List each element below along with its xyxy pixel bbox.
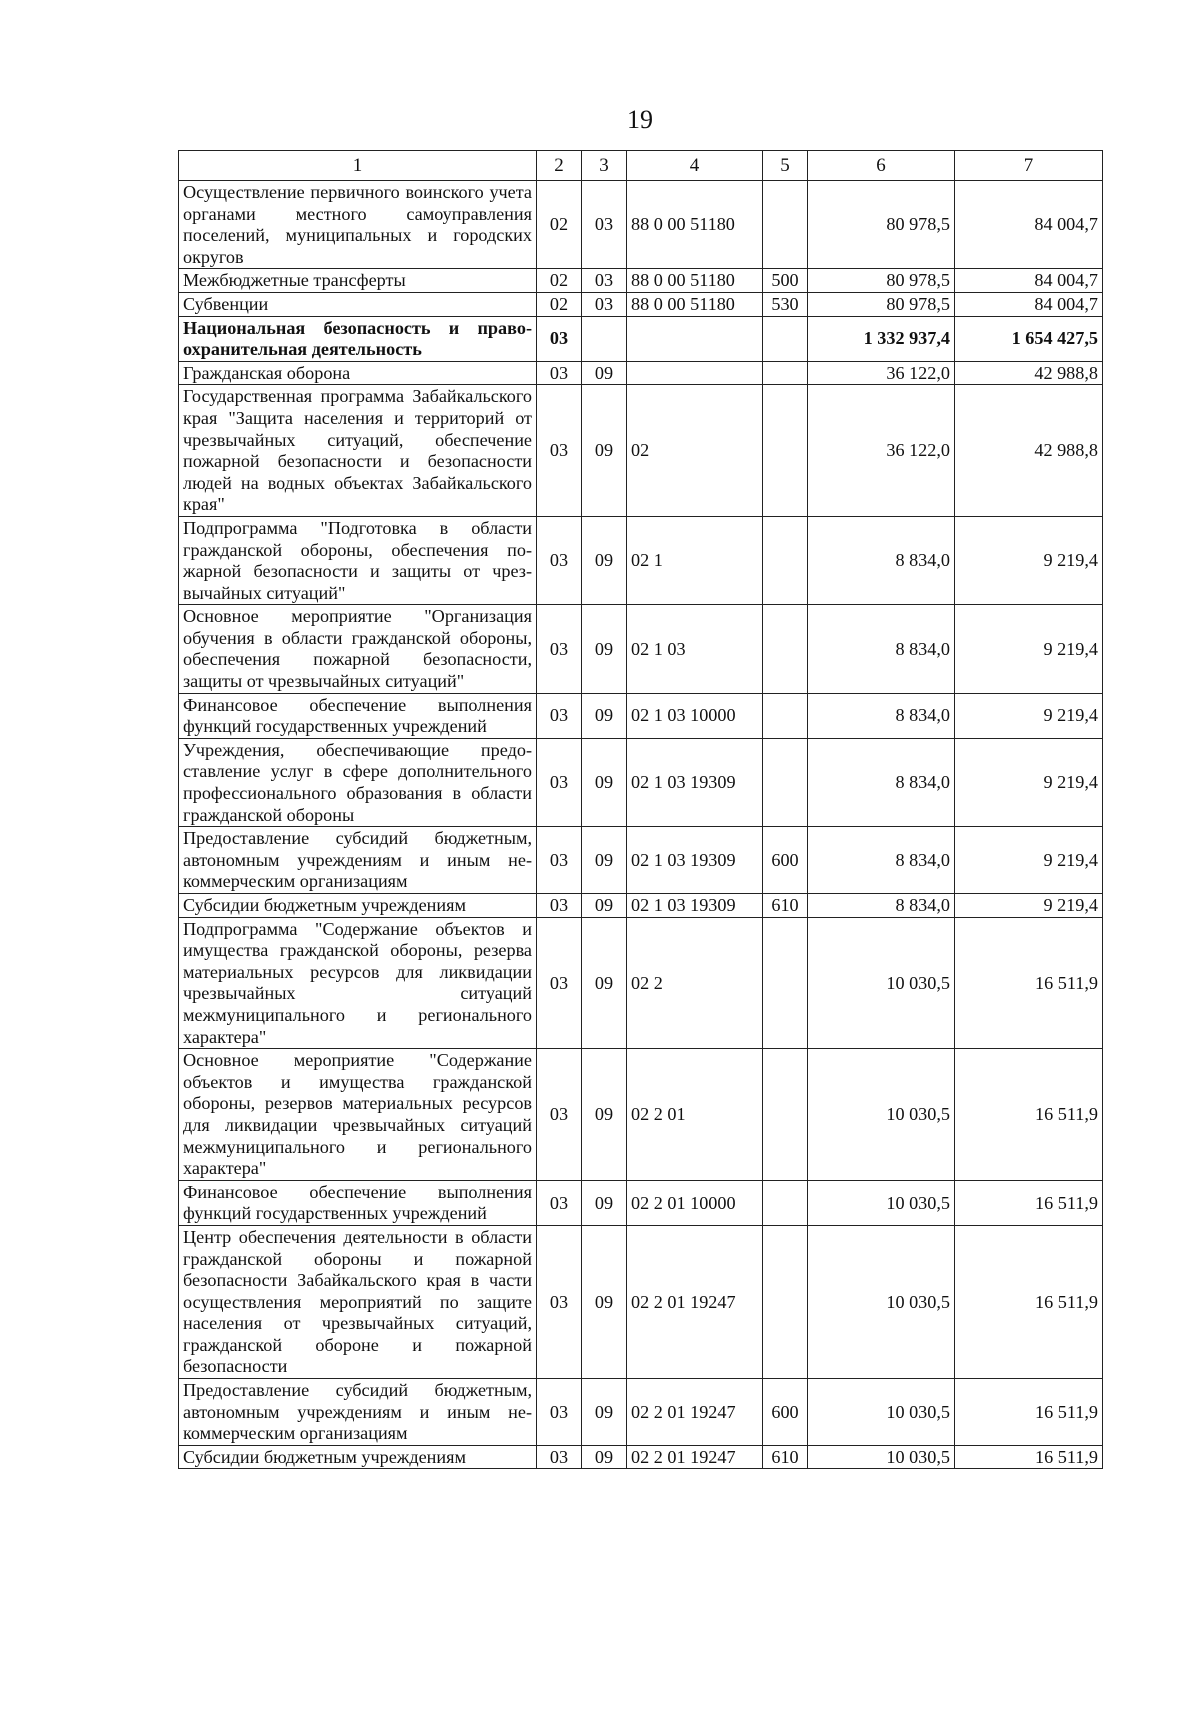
page-number: 19 xyxy=(627,105,653,134)
table-row xyxy=(179,894,1103,918)
target-article-cell: 02 1 03 19309 xyxy=(627,827,763,894)
row-name-cell: Центр обеспечения деятельности в области гражданской обороны и пожарной безопасности Забайкальского края в части осуществления мероприятий по защите населения от чрезвычайных ситуаций, гражданской обороне и пожарной безопасности xyxy=(179,1225,537,1378)
header-cell: 5 xyxy=(763,151,808,181)
header-cell: 7 xyxy=(955,151,1103,181)
section-code-cell: 03 xyxy=(537,738,582,826)
amount-year1-cell: 10 030,5 xyxy=(808,1445,955,1469)
amount-year2-cell: 9 219,4 xyxy=(955,894,1103,918)
row-name-cell: Финансовое обеспечение выполнения функций государственных учреждений xyxy=(179,693,537,738)
target-article-cell: 02 2 01 19247 xyxy=(627,1225,763,1378)
row-name-cell: Предоставление субсидий бюджетным, автономным учреждениям и иным некоммерческим организациям xyxy=(179,827,537,894)
section-code-cell: 02 xyxy=(537,181,582,269)
amount-year2-cell: 16 511,9 xyxy=(955,917,1103,1049)
header-cell: 4 xyxy=(627,151,763,181)
target-article-cell: 02 1 03 19309 xyxy=(627,894,763,918)
section-code-cell: 03 xyxy=(537,1445,582,1469)
target-article-cell xyxy=(627,361,763,385)
table-row xyxy=(179,1445,1103,1469)
table-body xyxy=(179,181,1103,1469)
section-code-cell: 03 xyxy=(537,605,582,693)
subsection-code-cell xyxy=(582,316,627,361)
table-row xyxy=(179,361,1103,385)
target-article-cell: 02 2 01 10000 xyxy=(627,1180,763,1225)
row-name-cell: Межбюджетные трансферты xyxy=(179,269,537,293)
section-code-cell: 02 xyxy=(537,292,582,316)
expense-type-cell xyxy=(763,1049,808,1181)
target-article-cell: 02 xyxy=(627,385,763,517)
amount-year2-cell: 9 219,4 xyxy=(955,693,1103,738)
target-article-cell: 02 1 xyxy=(627,516,763,604)
row-name-cell: Основное мероприятие "Организация обучения в области гражданской обороны, обеспечения пожарной безопасности, защиты от чрезвычайных ситуаций" xyxy=(179,605,537,693)
row-name-cell: Осуществление первичного воинского учета органами местного самоуправления поселений, муниципальных и городских округов xyxy=(179,181,537,269)
header-cell: 2 xyxy=(537,151,582,181)
amount-year1-cell: 8 834,0 xyxy=(808,827,955,894)
target-article-cell: 88 0 00 51180 xyxy=(627,269,763,293)
row-name-cell: Учреждения, обеспечивающие предоставление услуг в сфере дополнительного профессионального образования в области гражданской обороны xyxy=(179,738,537,826)
header-cell: 3 xyxy=(582,151,627,181)
amount-year1-cell: 1 332 937,4 xyxy=(808,316,955,361)
row-name-cell: Государственная программа Забайкальского края "Защита населения и территорий от чрезвычайных ситуаций, обеспечение пожарной безопасности и безопасности людей на водных объектах Забайкальского края" xyxy=(179,385,537,517)
table-row xyxy=(179,1379,1103,1446)
amount-year2-cell: 9 219,4 xyxy=(955,827,1103,894)
amount-year1-cell: 80 978,5 xyxy=(808,292,955,316)
amount-year2-cell: 16 511,9 xyxy=(955,1445,1103,1469)
amount-year2-cell: 42 988,8 xyxy=(955,385,1103,517)
amount-year2-cell: 9 219,4 xyxy=(955,738,1103,826)
expense-type-cell: 600 xyxy=(763,827,808,894)
expense-type-cell xyxy=(763,738,808,826)
section-code-cell: 03 xyxy=(537,385,582,517)
amount-year1-cell: 8 834,0 xyxy=(808,693,955,738)
table-row xyxy=(179,385,1103,517)
expense-type-cell xyxy=(763,181,808,269)
amount-year1-cell: 36 122,0 xyxy=(808,385,955,517)
expense-type-cell: 610 xyxy=(763,894,808,918)
amount-year2-cell: 16 511,9 xyxy=(955,1049,1103,1181)
table-row xyxy=(179,738,1103,826)
table-row xyxy=(179,1225,1103,1378)
subsection-code-cell: 09 xyxy=(582,894,627,918)
amount-year2-cell: 84 004,7 xyxy=(955,292,1103,316)
table-header-row xyxy=(179,151,1103,181)
expense-type-cell xyxy=(763,361,808,385)
amount-year1-cell: 10 030,5 xyxy=(808,1049,955,1181)
amount-year2-cell: 42 988,8 xyxy=(955,361,1103,385)
row-name-cell: Гражданская оборона xyxy=(179,361,537,385)
amount-year1-cell: 36 122,0 xyxy=(808,361,955,385)
table-row xyxy=(179,1180,1103,1225)
target-article-cell xyxy=(627,316,763,361)
table-row xyxy=(179,917,1103,1049)
table-row xyxy=(179,181,1103,269)
expense-type-cell: 600 xyxy=(763,1379,808,1446)
row-name-cell: Национальная безопасность и правоохранительная деятельность xyxy=(179,316,537,361)
amount-year2-cell: 84 004,7 xyxy=(955,181,1103,269)
section-code-cell: 03 xyxy=(537,1225,582,1378)
header-cell: 1 xyxy=(179,151,537,181)
expense-type-cell: 500 xyxy=(763,269,808,293)
section-code-cell: 03 xyxy=(537,316,582,361)
target-article-cell: 88 0 00 51180 xyxy=(627,292,763,316)
amount-year1-cell: 80 978,5 xyxy=(808,181,955,269)
target-article-cell: 02 2 xyxy=(627,917,763,1049)
amount-year2-cell: 16 511,9 xyxy=(955,1180,1103,1225)
table-row xyxy=(179,827,1103,894)
section-code-cell: 03 xyxy=(537,1379,582,1446)
subsection-code-cell: 09 xyxy=(582,917,627,1049)
subsection-code-cell: 09 xyxy=(582,738,627,826)
table-row xyxy=(179,269,1103,293)
expense-type-cell xyxy=(763,385,808,517)
table-row xyxy=(179,516,1103,604)
table-row xyxy=(179,693,1103,738)
subsection-code-cell: 09 xyxy=(582,693,627,738)
expense-type-cell xyxy=(763,516,808,604)
amount-year2-cell: 1 654 427,5 xyxy=(955,316,1103,361)
expense-type-cell xyxy=(763,1180,808,1225)
expense-type-cell xyxy=(763,693,808,738)
subsection-code-cell: 09 xyxy=(582,827,627,894)
row-name-cell: Подпрограмма "Содержание объектов и имущества гражданской обороны, резерва материальных ресурсов для ликвидации чрезвычайных ситуаций межмуниципального и регионального характера" xyxy=(179,917,537,1049)
section-code-cell: 03 xyxy=(537,917,582,1049)
subsection-code-cell: 03 xyxy=(582,292,627,316)
expense-type-cell xyxy=(763,316,808,361)
amount-year2-cell: 16 511,9 xyxy=(955,1225,1103,1378)
target-article-cell: 02 1 03 xyxy=(627,605,763,693)
row-name-cell: Предоставление субсидий бюджетным, автономным учреждениям и иным некоммерческим организациям xyxy=(179,1379,537,1446)
expense-type-cell xyxy=(763,605,808,693)
subsection-code-cell: 09 xyxy=(582,605,627,693)
amount-year1-cell: 10 030,5 xyxy=(808,1225,955,1378)
table-row xyxy=(179,316,1103,361)
expense-type-cell xyxy=(763,917,808,1049)
table-row xyxy=(179,292,1103,316)
table-row xyxy=(179,605,1103,693)
subsection-code-cell: 09 xyxy=(582,385,627,517)
amount-year1-cell: 8 834,0 xyxy=(808,738,955,826)
subsection-code-cell: 09 xyxy=(582,1225,627,1378)
target-article-cell: 02 1 03 19309 xyxy=(627,738,763,826)
subsection-code-cell: 03 xyxy=(582,269,627,293)
section-code-cell: 03 xyxy=(537,1049,582,1181)
budget-table xyxy=(178,150,1103,1469)
amount-year1-cell: 10 030,5 xyxy=(808,917,955,1049)
row-name-cell: Основное мероприятие "Содержание объектов и имущества гражданской обороны, резервов материальных ресурсов для ликвидации чрезвычайных ситуаций межмуниципального и регионального характера" xyxy=(179,1049,537,1181)
target-article-cell: 02 1 03 10000 xyxy=(627,693,763,738)
section-code-cell: 03 xyxy=(537,1180,582,1225)
row-name-cell: Субсидии бюджетным учреждениям xyxy=(179,1445,537,1469)
row-name-cell: Подпрограмма "Подготовка в области гражданской обороны, обеспечения пожарной безопасности и защиты от чрезвычайных ситуаций" xyxy=(179,516,537,604)
amount-year1-cell: 8 834,0 xyxy=(808,894,955,918)
amount-year1-cell: 8 834,0 xyxy=(808,516,955,604)
section-code-cell: 03 xyxy=(537,516,582,604)
table-row xyxy=(179,1049,1103,1181)
header-cell: 6 xyxy=(808,151,955,181)
amount-year2-cell: 84 004,7 xyxy=(955,269,1103,293)
subsection-code-cell: 09 xyxy=(582,361,627,385)
expense-type-cell: 530 xyxy=(763,292,808,316)
amount-year1-cell: 10 030,5 xyxy=(808,1379,955,1446)
subsection-code-cell: 09 xyxy=(582,1180,627,1225)
subsection-code-cell: 03 xyxy=(582,181,627,269)
amount-year1-cell: 80 978,5 xyxy=(808,269,955,293)
section-code-cell: 03 xyxy=(537,693,582,738)
section-code-cell: 03 xyxy=(537,361,582,385)
subsection-code-cell: 09 xyxy=(582,516,627,604)
subsection-code-cell: 09 xyxy=(582,1445,627,1469)
subsection-code-cell: 09 xyxy=(582,1379,627,1446)
subsection-code-cell: 09 xyxy=(582,1049,627,1181)
row-name-cell: Субвенции xyxy=(179,292,537,316)
row-name-cell: Финансовое обеспечение выполнения функций государственных учреждений xyxy=(179,1180,537,1225)
section-code-cell: 03 xyxy=(537,894,582,918)
amount-year2-cell: 9 219,4 xyxy=(955,605,1103,693)
amount-year1-cell: 10 030,5 xyxy=(808,1180,955,1225)
amount-year2-cell: 16 511,9 xyxy=(955,1379,1103,1446)
section-code-cell: 03 xyxy=(537,827,582,894)
row-name-cell: Субсидии бюджетным учреждениям xyxy=(179,894,537,918)
target-article-cell: 02 2 01 19247 xyxy=(627,1379,763,1446)
target-article-cell: 88 0 00 51180 xyxy=(627,181,763,269)
target-article-cell: 02 2 01 19247 xyxy=(627,1445,763,1469)
amount-year1-cell: 8 834,0 xyxy=(808,605,955,693)
section-code-cell: 02 xyxy=(537,269,582,293)
target-article-cell: 02 2 01 xyxy=(627,1049,763,1181)
amount-year2-cell: 9 219,4 xyxy=(955,516,1103,604)
expense-type-cell xyxy=(763,1225,808,1378)
expense-type-cell: 610 xyxy=(763,1445,808,1469)
